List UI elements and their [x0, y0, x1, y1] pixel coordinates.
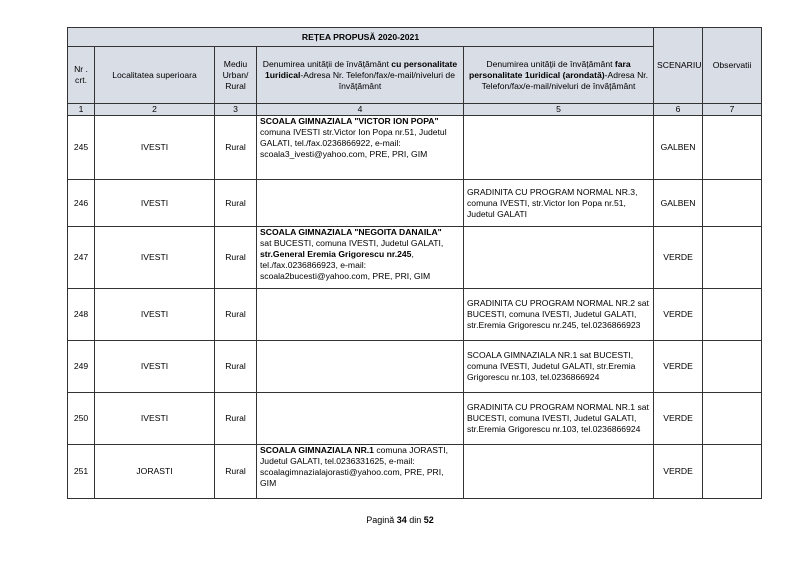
row-unit-with-legal-status: SCOALA GIMNAZIALA NR.1 comuna JORASTI, Judetul GALATI, tel.0236331625, e-mail: scoalagimnazialajorasti@yahoo.com, PRE, PRI, GIM [257, 445, 464, 499]
row-scenariu: GALBEN [654, 180, 703, 227]
row-unit-without-legal-status [464, 445, 654, 499]
page-of: din [406, 515, 424, 525]
row-number: 249 [68, 341, 95, 393]
row-number: 246 [68, 180, 95, 227]
header-fara-personalitate: Denumirea unității de învățământ fara personalitate 1uridical (arondată)-Adresa Nr. Telefon/fax/e-mail/niveluri de învățământ [464, 47, 654, 104]
row-mediu: Rural [215, 289, 257, 341]
row-localitate: IVESTI [95, 227, 215, 289]
row-localitate: IVESTI [95, 116, 215, 180]
table-row [68, 116, 762, 180]
row-observatii [703, 289, 762, 341]
row-localitate: IVESTI [95, 341, 215, 393]
table-row [68, 393, 762, 445]
row-number: 247 [68, 227, 95, 289]
table-title: REȚEA PROPUSĂ 2020-2021 [68, 28, 654, 47]
table-row [68, 445, 762, 499]
network-table [67, 27, 762, 499]
row-localitate: IVESTI [95, 393, 215, 445]
row-localitate: IVESTI [95, 180, 215, 227]
table-row [68, 227, 762, 289]
row-unit-with-legal-status [257, 341, 464, 393]
header-localitate: Localitatea superioara [95, 47, 215, 104]
column-number: 7 [703, 104, 762, 116]
column-number: 4 [257, 104, 464, 116]
row-unit-with-legal-status [257, 289, 464, 341]
row-localitate: IVESTI [95, 289, 215, 341]
row-mediu: Rural [215, 227, 257, 289]
column-number: 3 [215, 104, 257, 116]
header-scenariu: SCENARIU [654, 28, 703, 104]
row-observatii [703, 227, 762, 289]
page-number: 34 [396, 515, 407, 525]
row-scenariu: VERDE [654, 227, 703, 289]
row-scenariu: VERDE [654, 289, 703, 341]
header-cu-personalitate: Denumirea unității de învățământ cu personalitate 1uridical-Adresa Nr. Telefon/fax/e-mail/niveluri de învățământ [257, 47, 464, 104]
row-observatii [703, 393, 762, 445]
row-number: 248 [68, 289, 95, 341]
row-unit-without-legal-status: GRADINITA CU PROGRAM NORMAL NR.3, comuna IVESTI, str.Victor Ion Popa nr.51, Judetul GALATI [464, 180, 654, 227]
row-scenariu: VERDE [654, 341, 703, 393]
row-mediu: Rural [215, 393, 257, 445]
row-mediu: Rural [215, 180, 257, 227]
row-localitate: JORASTI [95, 445, 215, 499]
column-number: 5 [464, 104, 654, 116]
row-number: 245 [68, 116, 95, 180]
row-unit-with-legal-status [257, 393, 464, 445]
row-mediu: Rural [215, 341, 257, 393]
table-row [68, 289, 762, 341]
row-mediu: Rural [215, 445, 257, 499]
row-unit-without-legal-status [464, 116, 654, 180]
row-unit-with-legal-status [257, 180, 464, 227]
table-row [68, 341, 762, 393]
row-observatii [703, 341, 762, 393]
row-unit-without-legal-status [464, 227, 654, 289]
column-number: 6 [654, 104, 703, 116]
header-mediu: Mediu Urban/ Rural [215, 47, 257, 104]
column-number: 1 [68, 104, 95, 116]
row-number: 251 [68, 445, 95, 499]
page-footer [0, 515, 800, 525]
row-unit-without-legal-status: GRADINITA CU PROGRAM NORMAL NR.2 sat BUCESTI, comuna IVESTI, Judetul GALATI, str.Eremia Grigorescu nr.245, tel.0236866923 [464, 289, 654, 341]
header-observatii: Observatii [703, 28, 762, 104]
row-unit-without-legal-status: SCOALA GIMNAZIALA NR.1 sat BUCESTI, comuna IVESTI, Judetul GALATI, str.Eremia Grigorescu nr.103, tel.0236866924 [464, 341, 654, 393]
row-observatii [703, 180, 762, 227]
header-nr: Nr . crt. [68, 47, 95, 104]
column-number: 2 [95, 104, 215, 116]
row-scenariu: GALBEN [654, 116, 703, 180]
row-scenariu: VERDE [654, 445, 703, 499]
table-row [68, 180, 762, 227]
page-label: Pagină [366, 515, 397, 525]
page-total: 52 [423, 515, 434, 525]
row-observatii [703, 116, 762, 180]
row-scenariu: VERDE [654, 393, 703, 445]
row-unit-with-legal-status: SCOALA GIMNAZIALA "NEGOITA DANAILA" sat BUCESTI, comuna IVESTI, Judetul GALATI, str.General Eremia Grigorescu nr.245, tel./fax.0236866923, e-mail: scoala2bucesti@yahoo.com, PRE, PRI, GIM [257, 227, 464, 289]
row-mediu: Rural [215, 116, 257, 180]
row-unit-with-legal-status: SCOALA GIMNAZIALA "VICTOR ION POPA" comuna IVESTI str.Victor Ion Popa nr.51, Judetul GALATI, tel./fax.0236866922, e-mail: scoala3_ivesti@yahoo.com, PRE, PRI, GIM [257, 116, 464, 180]
row-unit-without-legal-status: GRADINITA CU PROGRAM NORMAL NR.1 sat BUCESTI, comuna IVESTI, Judetul GALATI, str.Eremia Grigorescu nr.103, tel.0236866924 [464, 393, 654, 445]
row-number: 250 [68, 393, 95, 445]
row-observatii [703, 445, 762, 499]
